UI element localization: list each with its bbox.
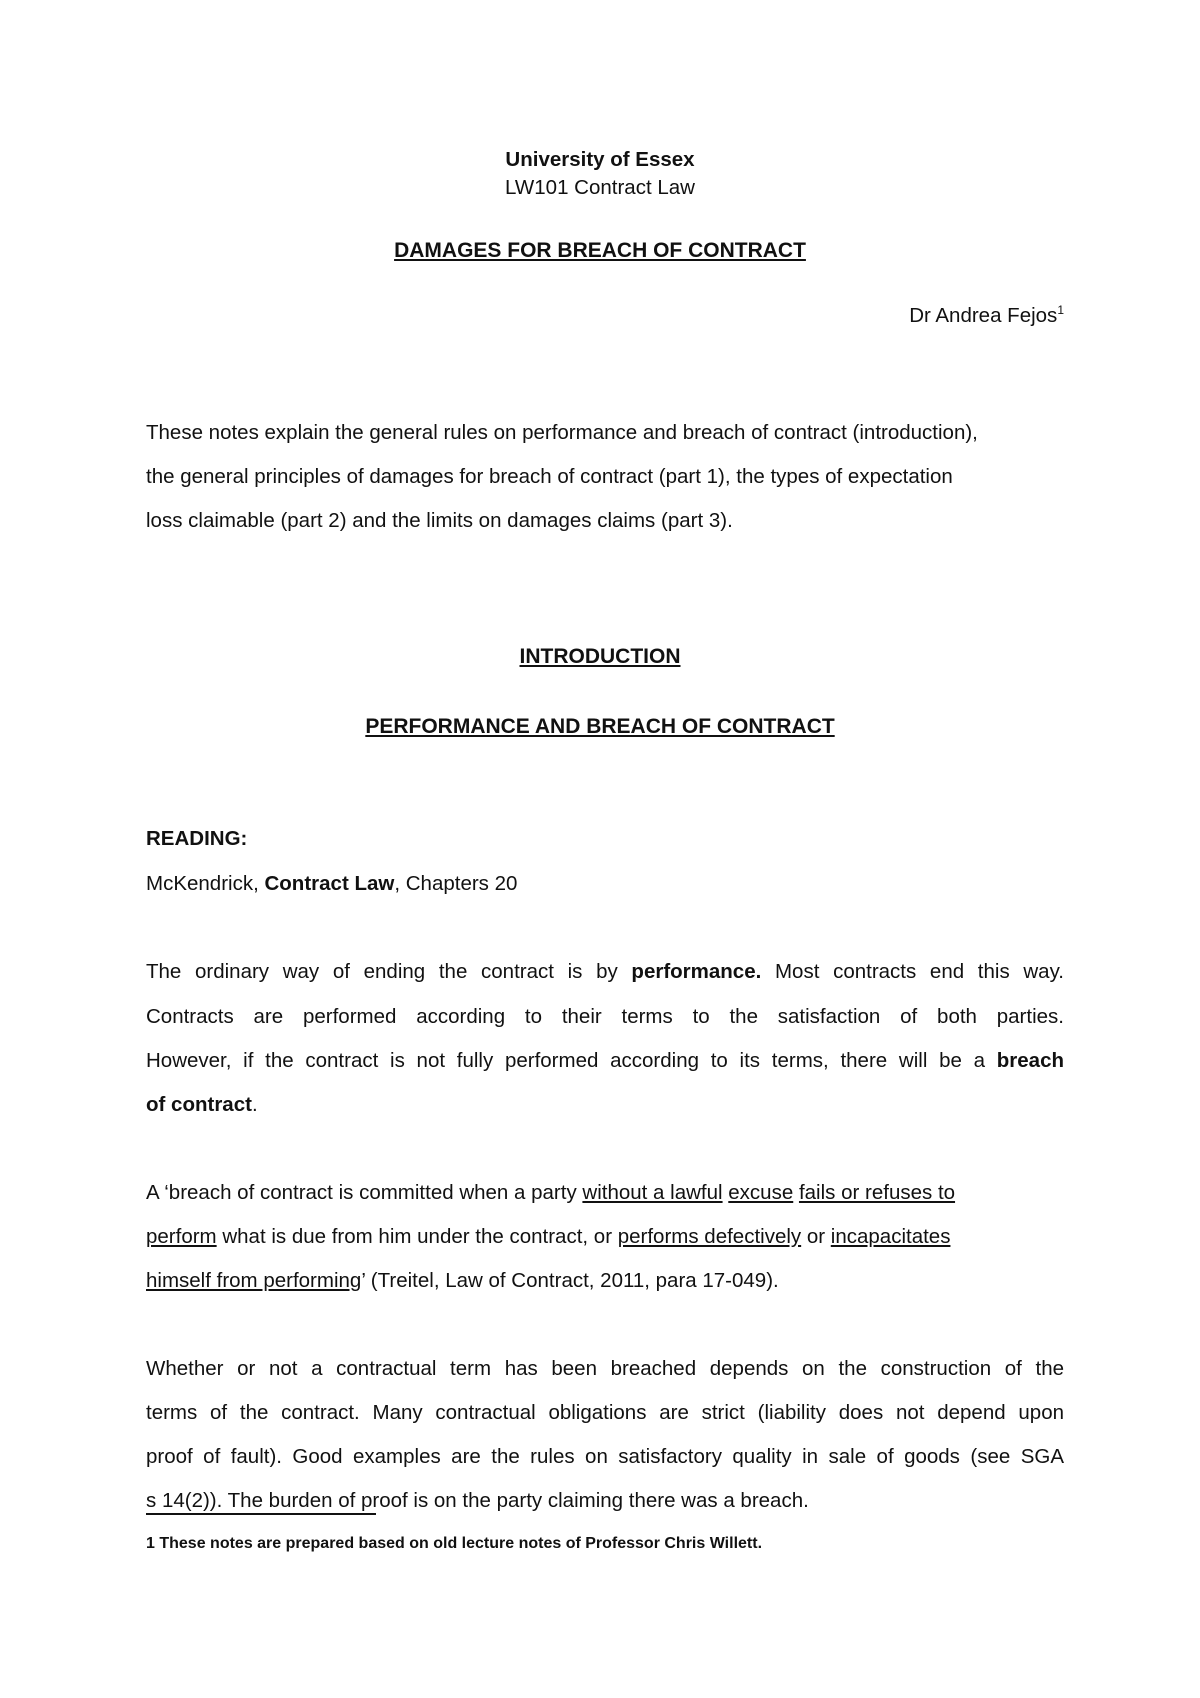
reading-book-title: Contract Law [264,872,395,895]
performance-line-2: Contracts are performed according to their terms to the satisfaction of both parties. [146,1005,1064,1028]
document-title-text: DAMAGES FOR BREACH OF CONTRACT [394,239,806,262]
section-subheading [0,715,1200,739]
author-name: Dr Andrea Fejos [909,304,1058,327]
footnote-reference: 1 [1057,303,1064,318]
underlined-phrase: perform [146,1225,217,1248]
footnote-text: These notes are prepared based on old lecture notes of Professor Chris Willett. [154,1535,763,1552]
section-subheading-text: PERFORMANCE AND BREACH OF CONTRACT [365,715,835,738]
performance-line-4 [146,1093,258,1117]
text-run: The ordinary way of ending the contract is by [146,960,632,983]
underlined-phrase: incapacitates [830,1225,951,1248]
university-name: University of Essex [505,148,695,171]
reading-reference [146,872,517,896]
definition-line-2 [146,1225,950,1249]
course-code: LW101 Contract Law [505,176,695,199]
text-run: Most contracts end this way. [761,960,1064,983]
reading-chapters: , Chapters 20 [394,872,518,895]
construction-line-4: s 14(2)). The burden of proof is on the party claiming there was a breach. [146,1489,809,1512]
text-run: ’ (Treitel, Law of Contract, 2011, para 17-049). [361,1269,779,1292]
definition-line-3 [146,1269,779,1293]
construction-line-2: terms of the contract. Many contractual obligations are strict (liability does not depend upon [146,1401,1064,1424]
bold-term-breach: breach [996,1049,1064,1072]
text-run: . [251,1093,258,1116]
construction-line-1: Whether or not a contractual term has been breached depends on the construction of the [146,1357,1064,1380]
text-run: or [801,1225,831,1248]
footnote-separator [146,1513,376,1515]
construction-line-3: proof of fault). Good examples are the rules on satisfactory quality in sale of goods (see SGA [146,1445,1064,1468]
bold-term-performance: performance. [631,960,762,983]
bold-term-of-contract: of contract [146,1093,252,1116]
performance-line-1 [146,960,1064,984]
reading-author: McKendrick, [146,872,265,895]
text-run: A ‘breach of contract is committed when a party [146,1181,583,1204]
reading-label: READING: [146,827,248,850]
footnote [146,1535,762,1553]
underlined-phrase: himself from performing [146,1269,362,1292]
underlined-phrase: performs defectively [617,1225,802,1248]
underlined-phrase: without a lawful [582,1181,723,1204]
intro-line-1: These notes explain the general rules on performance and breach of contract (introduction), [146,421,978,444]
performance-line-3 [146,1049,1064,1073]
intro-line-3: loss claimable (part 2) and the limits on damages claims (part 3). [146,509,733,532]
section-heading [0,645,1200,669]
definition-line-1 [146,1181,955,1205]
document-title [0,239,1200,263]
text-run: what is due from him under the contract, or [216,1225,618,1248]
author-line [909,304,1064,328]
section-heading-text: INTRODUCTION [519,645,681,668]
footnote-number: 1 [146,1535,155,1552]
underlined-phrase: excuse [728,1181,794,1204]
intro-line-2: the general principles of damages for breach of contract (part 1), the types of expectation [146,465,953,488]
text-run: However, if the contract is not fully performed according to its terms, there will be a [146,1049,997,1072]
underlined-phrase: fails or refuses to [798,1181,956,1204]
